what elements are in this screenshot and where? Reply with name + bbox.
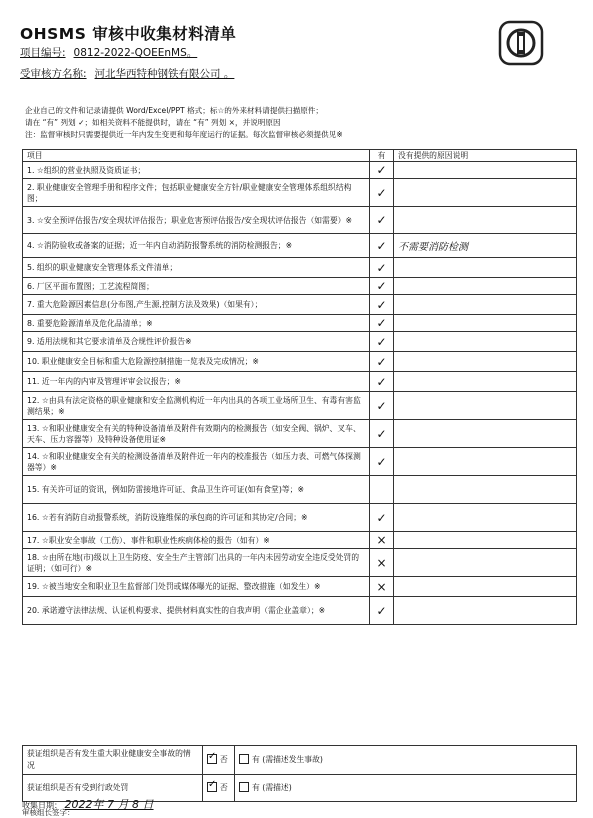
- reason-note[interactable]: [394, 162, 577, 179]
- item-text: 19. ☆被当地安全和职业卫生监督部门处罚或媒体曝光的证据、整改措施（如发生）※: [23, 577, 370, 597]
- project-number-value: 0812-2022-QOEEnMS。: [73, 47, 198, 59]
- reason-note[interactable]: [394, 448, 577, 476]
- materials-table: [22, 149, 577, 625]
- reason-note[interactable]: [394, 278, 577, 295]
- provided-mark[interactable]: ×: [370, 532, 394, 549]
- reason-note[interactable]: [394, 476, 577, 504]
- auditee-value: 河北华西特种钢铁有限公司 。: [94, 68, 235, 80]
- no-label: 否: [220, 783, 228, 792]
- table-row: [23, 258, 577, 278]
- table-row: [23, 448, 577, 476]
- table-row: [23, 577, 577, 597]
- checkbox-icon[interactable]: [207, 754, 217, 764]
- item-text: 7. 重大危险源因素信息(分布图,产生源,控制方法及效果)（如果有）；: [23, 295, 370, 315]
- penalty-question: 获证组织是否有受到行政处罚: [23, 775, 203, 802]
- provided-mark[interactable]: ✓: [370, 234, 394, 258]
- reason-note[interactable]: [394, 420, 577, 448]
- provided-mark[interactable]: ×: [370, 577, 394, 597]
- item-text: 15. 有关许可证的资讯，例如防雷接地许可证、食品卫生许可证(如有食堂)等；※: [23, 476, 370, 504]
- item-text: 11. 近一年内的内审及管理评审会议报告；※: [23, 372, 370, 392]
- reason-note[interactable]: 不需要消防检测: [394, 234, 577, 258]
- provided-mark[interactable]: ✓: [370, 392, 394, 420]
- table-row: [23, 420, 577, 448]
- checkbox-icon[interactable]: [207, 782, 217, 792]
- provided-mark[interactable]: ✓: [370, 162, 394, 179]
- project-number-label: 项目编号:: [20, 47, 66, 59]
- item-text: 9. 适用法规和其它要求清单及合规性评价报告※: [23, 332, 370, 352]
- yes-label: 有 (需描述): [252, 783, 292, 792]
- item-text: 16. ☆若有消防自动报警系统，消防设施维保的承包商的许可证和其协定/合同；※: [23, 504, 370, 532]
- instruction-line: 请在 “有” 列划 ✓；如相关资料不能提供时，请在 “有” 列划 ×，并说明原因: [25, 118, 281, 127]
- document-title: OHSMS 审核中收集材料清单: [20, 25, 237, 43]
- table-row: [23, 207, 577, 234]
- reason-note[interactable]: [394, 597, 577, 625]
- incident-table: [22, 745, 577, 802]
- signature-label: 审核组长签字：: [22, 808, 75, 817]
- item-text: 20. 承诺遵守法律法规、认证机构要求、提供材料真实性的自我声明（需企业盖章）；※: [23, 597, 370, 625]
- incident-yes-option[interactable]: [235, 746, 577, 775]
- provided-mark[interactable]: ×: [370, 549, 394, 577]
- provided-mark[interactable]: ✓: [370, 315, 394, 332]
- certification-logo: [498, 20, 544, 66]
- provided-mark[interactable]: ✓: [370, 372, 394, 392]
- item-text: 3. ☆安全预评估报告/安全现状评估报告；职业危害预评估报告/安全现状评估报告（如需要）※: [23, 207, 370, 234]
- project-number-line: [20, 45, 197, 60]
- provided-mark[interactable]: ✓: [370, 352, 394, 372]
- instruction-line: 注：监督审核时只需要提供近一年内发生变更和每年度运行的证据。每次监督审核必须提供见※: [25, 130, 343, 139]
- reason-note[interactable]: [394, 352, 577, 372]
- provided-mark[interactable]: ✓: [370, 278, 394, 295]
- yes-label: 有 (需描述发生事故): [252, 755, 323, 764]
- provided-mark[interactable]: ✓: [370, 295, 394, 315]
- reason-note[interactable]: [394, 295, 577, 315]
- reason-note[interactable]: [394, 532, 577, 549]
- item-text: 14. ☆和职业健康安全有关的检测设备清单及附件近一年内的校准报告（如压力表、可燃气体探测器等）※: [23, 448, 370, 476]
- signature-line: [22, 807, 75, 818]
- item-text: 10. 职业健康安全目标和重大危险源控制措施一览表及完成情况；※: [23, 352, 370, 372]
- column-header-have: 有: [370, 150, 394, 162]
- provided-mark[interactable]: ✓: [370, 207, 394, 234]
- provided-mark[interactable]: ✓: [370, 332, 394, 352]
- provided-mark[interactable]: [370, 476, 394, 504]
- provided-mark[interactable]: ✓: [370, 179, 394, 207]
- auditee-line: [20, 66, 234, 81]
- reason-note[interactable]: [394, 315, 577, 332]
- penalty-no-option[interactable]: [203, 775, 235, 802]
- provided-mark[interactable]: ✓: [370, 258, 394, 278]
- reason-note[interactable]: [394, 392, 577, 420]
- table-row: [23, 162, 577, 179]
- date-value: 2022年 7 月 8 日: [64, 798, 154, 811]
- incident-row: [23, 746, 577, 775]
- incident-no-option[interactable]: [203, 746, 235, 775]
- item-text: 4. ☆消防验收或备案的证据；近一年内自动消防报警系统的消防检测报告；※: [23, 234, 370, 258]
- item-text: 6. 厂区平面布置图；工艺流程简图；: [23, 278, 370, 295]
- item-text: 13. ☆和职业健康安全有关的特种设备清单及附件有效期内的检测报告（如安全阀、锅炉、叉车、天车、压力容器等）及特种设备使用证※: [23, 420, 370, 448]
- table-row: [23, 332, 577, 352]
- table-row: [23, 278, 577, 295]
- column-header-item: 项目: [23, 150, 370, 162]
- provided-mark[interactable]: ✓: [370, 448, 394, 476]
- item-text: 8. 重要危险源清单及危化品清单；※: [23, 315, 370, 332]
- checkbox-icon[interactable]: [239, 782, 249, 792]
- reason-note[interactable]: [394, 332, 577, 352]
- item-text: 18. ☆由所在地(市)级以上卫生防疫、安全生产主管部门出具的一年内未因劳动安全违反受处罚的证明；（如可行）※: [23, 549, 370, 577]
- instructions-block: [25, 105, 573, 141]
- table-row: [23, 372, 577, 392]
- incident-question: 获证组织是否有发生重大职业健康安全事故的情况: [23, 746, 203, 775]
- table-row: [23, 392, 577, 420]
- column-header-reason: 没有提供的原因说明: [394, 150, 577, 162]
- provided-mark[interactable]: ✓: [370, 504, 394, 532]
- table-row: [23, 532, 577, 549]
- table-row: [23, 352, 577, 372]
- provided-mark[interactable]: ✓: [370, 597, 394, 625]
- provided-mark[interactable]: ✓: [370, 420, 394, 448]
- item-text: 2. 职业健康安全管理手册和程序文件；包括职业健康安全方针/职业健康安全管理体系组织结构图；: [23, 179, 370, 207]
- table-row: [23, 295, 577, 315]
- date-label: 收集日期：: [22, 801, 62, 810]
- table-row: [23, 179, 577, 207]
- no-label: 否: [220, 755, 228, 764]
- table-row: [23, 476, 577, 504]
- item-text: 1. ☆组织的营业执照及资质证书；: [23, 162, 370, 179]
- reason-note[interactable]: [394, 372, 577, 392]
- reason-note[interactable]: [394, 549, 577, 577]
- reason-note[interactable]: [394, 207, 577, 234]
- table-row: [23, 315, 577, 332]
- penalty-yes-option[interactable]: [235, 775, 577, 802]
- reason-note[interactable]: [394, 258, 577, 278]
- table-header-row: [23, 150, 577, 162]
- table-row: [23, 234, 577, 258]
- item-text: 12. ☆由具有法定资格的职业健康和安全监测机构近一年内出具的各项工业场所卫生、有毒有害监测结果；※: [23, 392, 370, 420]
- reason-note[interactable]: [394, 504, 577, 532]
- item-text: 17. ☆职业安全事故（工伤）、事件和职业性疾病体检的报告（如有）※: [23, 532, 370, 549]
- table-row: [23, 549, 577, 577]
- reason-note[interactable]: [394, 577, 577, 597]
- reason-note[interactable]: [394, 179, 577, 207]
- checkbox-icon[interactable]: [239, 754, 249, 764]
- item-text: 5. 组织的职业健康安全管理体系文件清单；: [23, 258, 370, 278]
- instruction-line: 企业自己的文件和记录请提供 Word/Excel/PPT 格式；标☆的外来材料请提供扫描原件；: [25, 106, 323, 115]
- auditee-label: 受审核方名称:: [20, 68, 87, 80]
- table-row: [23, 597, 577, 625]
- table-row: [23, 504, 577, 532]
